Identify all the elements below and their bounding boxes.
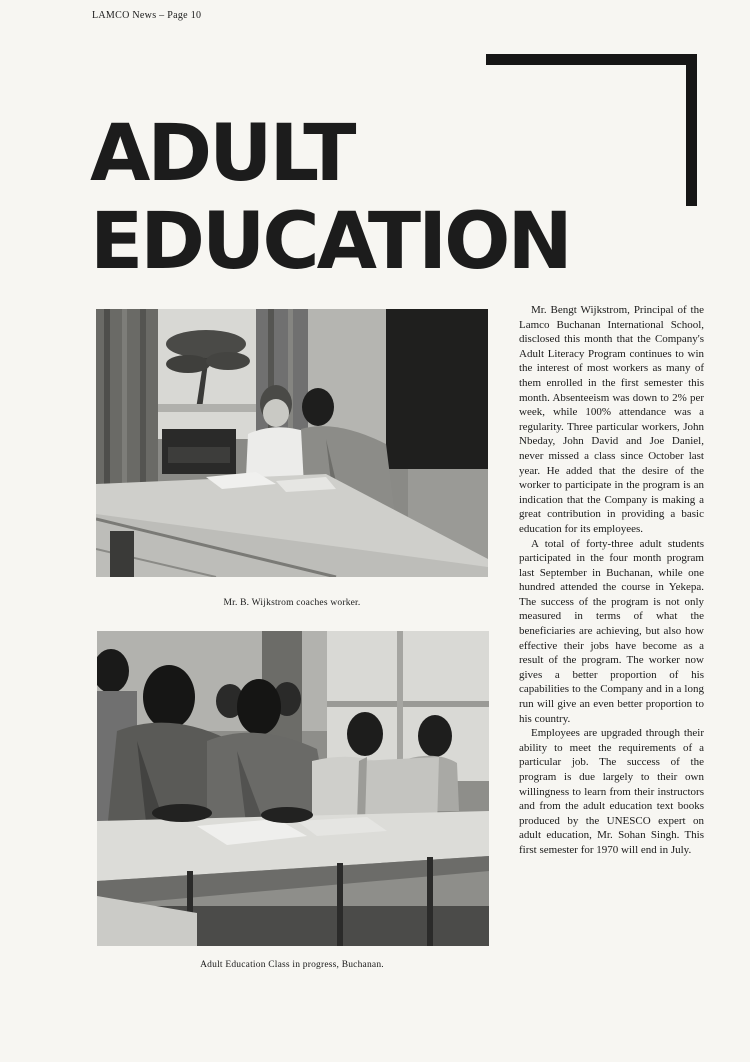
photo-instructor-coaching xyxy=(96,309,488,577)
article-paragraph: Employees are upgraded through their ability to meet the requirements of a particular job. The success of the program is due largely to their own willingness to learn from their instructors and from the adult education text books produced by the UNESCO expert on adult education, Mr. Sohan Singh. This first semester for 1970 will end in July. xyxy=(519,727,704,856)
page-title xyxy=(90,110,570,286)
corner-rule-vertical xyxy=(686,54,697,206)
article-paragraph: Mr. Bengt Wijkstrom, Principal of the Lamco Buchanan International School, disclosed this month that the Company's Adult Literacy Program continues to win the interest of most workers as many of them enrolled in the first semester this month. Absenteeism was down to 2% per week, while 100% attendance was a regularity. Three particular workers, John Nbeday, John David and Joe Daniel, never missed a class since October last year. He added that the desire of the worker to participate in the program is an indication that the Company is making a great contribution in providing a basic education for its employees. xyxy=(519,304,704,535)
photo-caption-2: Adult Education Class in progress, Buchanan. xyxy=(200,960,384,970)
running-head: LAMCO News – Page 10 xyxy=(92,10,202,21)
article-paragraph: A total of forty-three adult students participated in the four month program last September in Buchanan, while one hundred attended the course in Yekepa. The success of the program is not only measured in terms of what the beneficiaries are achieving, but also how effective their jobs have become as a result of the program. The worker now gives a better proportion of his capabilities to the Company and in a long run will give an even better proportion to his country. xyxy=(519,537,704,725)
title-line-2: EDUCATION xyxy=(90,197,570,287)
photo-class-in-progress xyxy=(97,631,489,946)
photo-caption-1: Mr. B. Wijkstrom coaches worker. xyxy=(223,598,361,608)
corner-rule-horizontal xyxy=(486,54,697,65)
article-body xyxy=(519,303,704,858)
title-line-1: ADULT xyxy=(90,109,354,199)
